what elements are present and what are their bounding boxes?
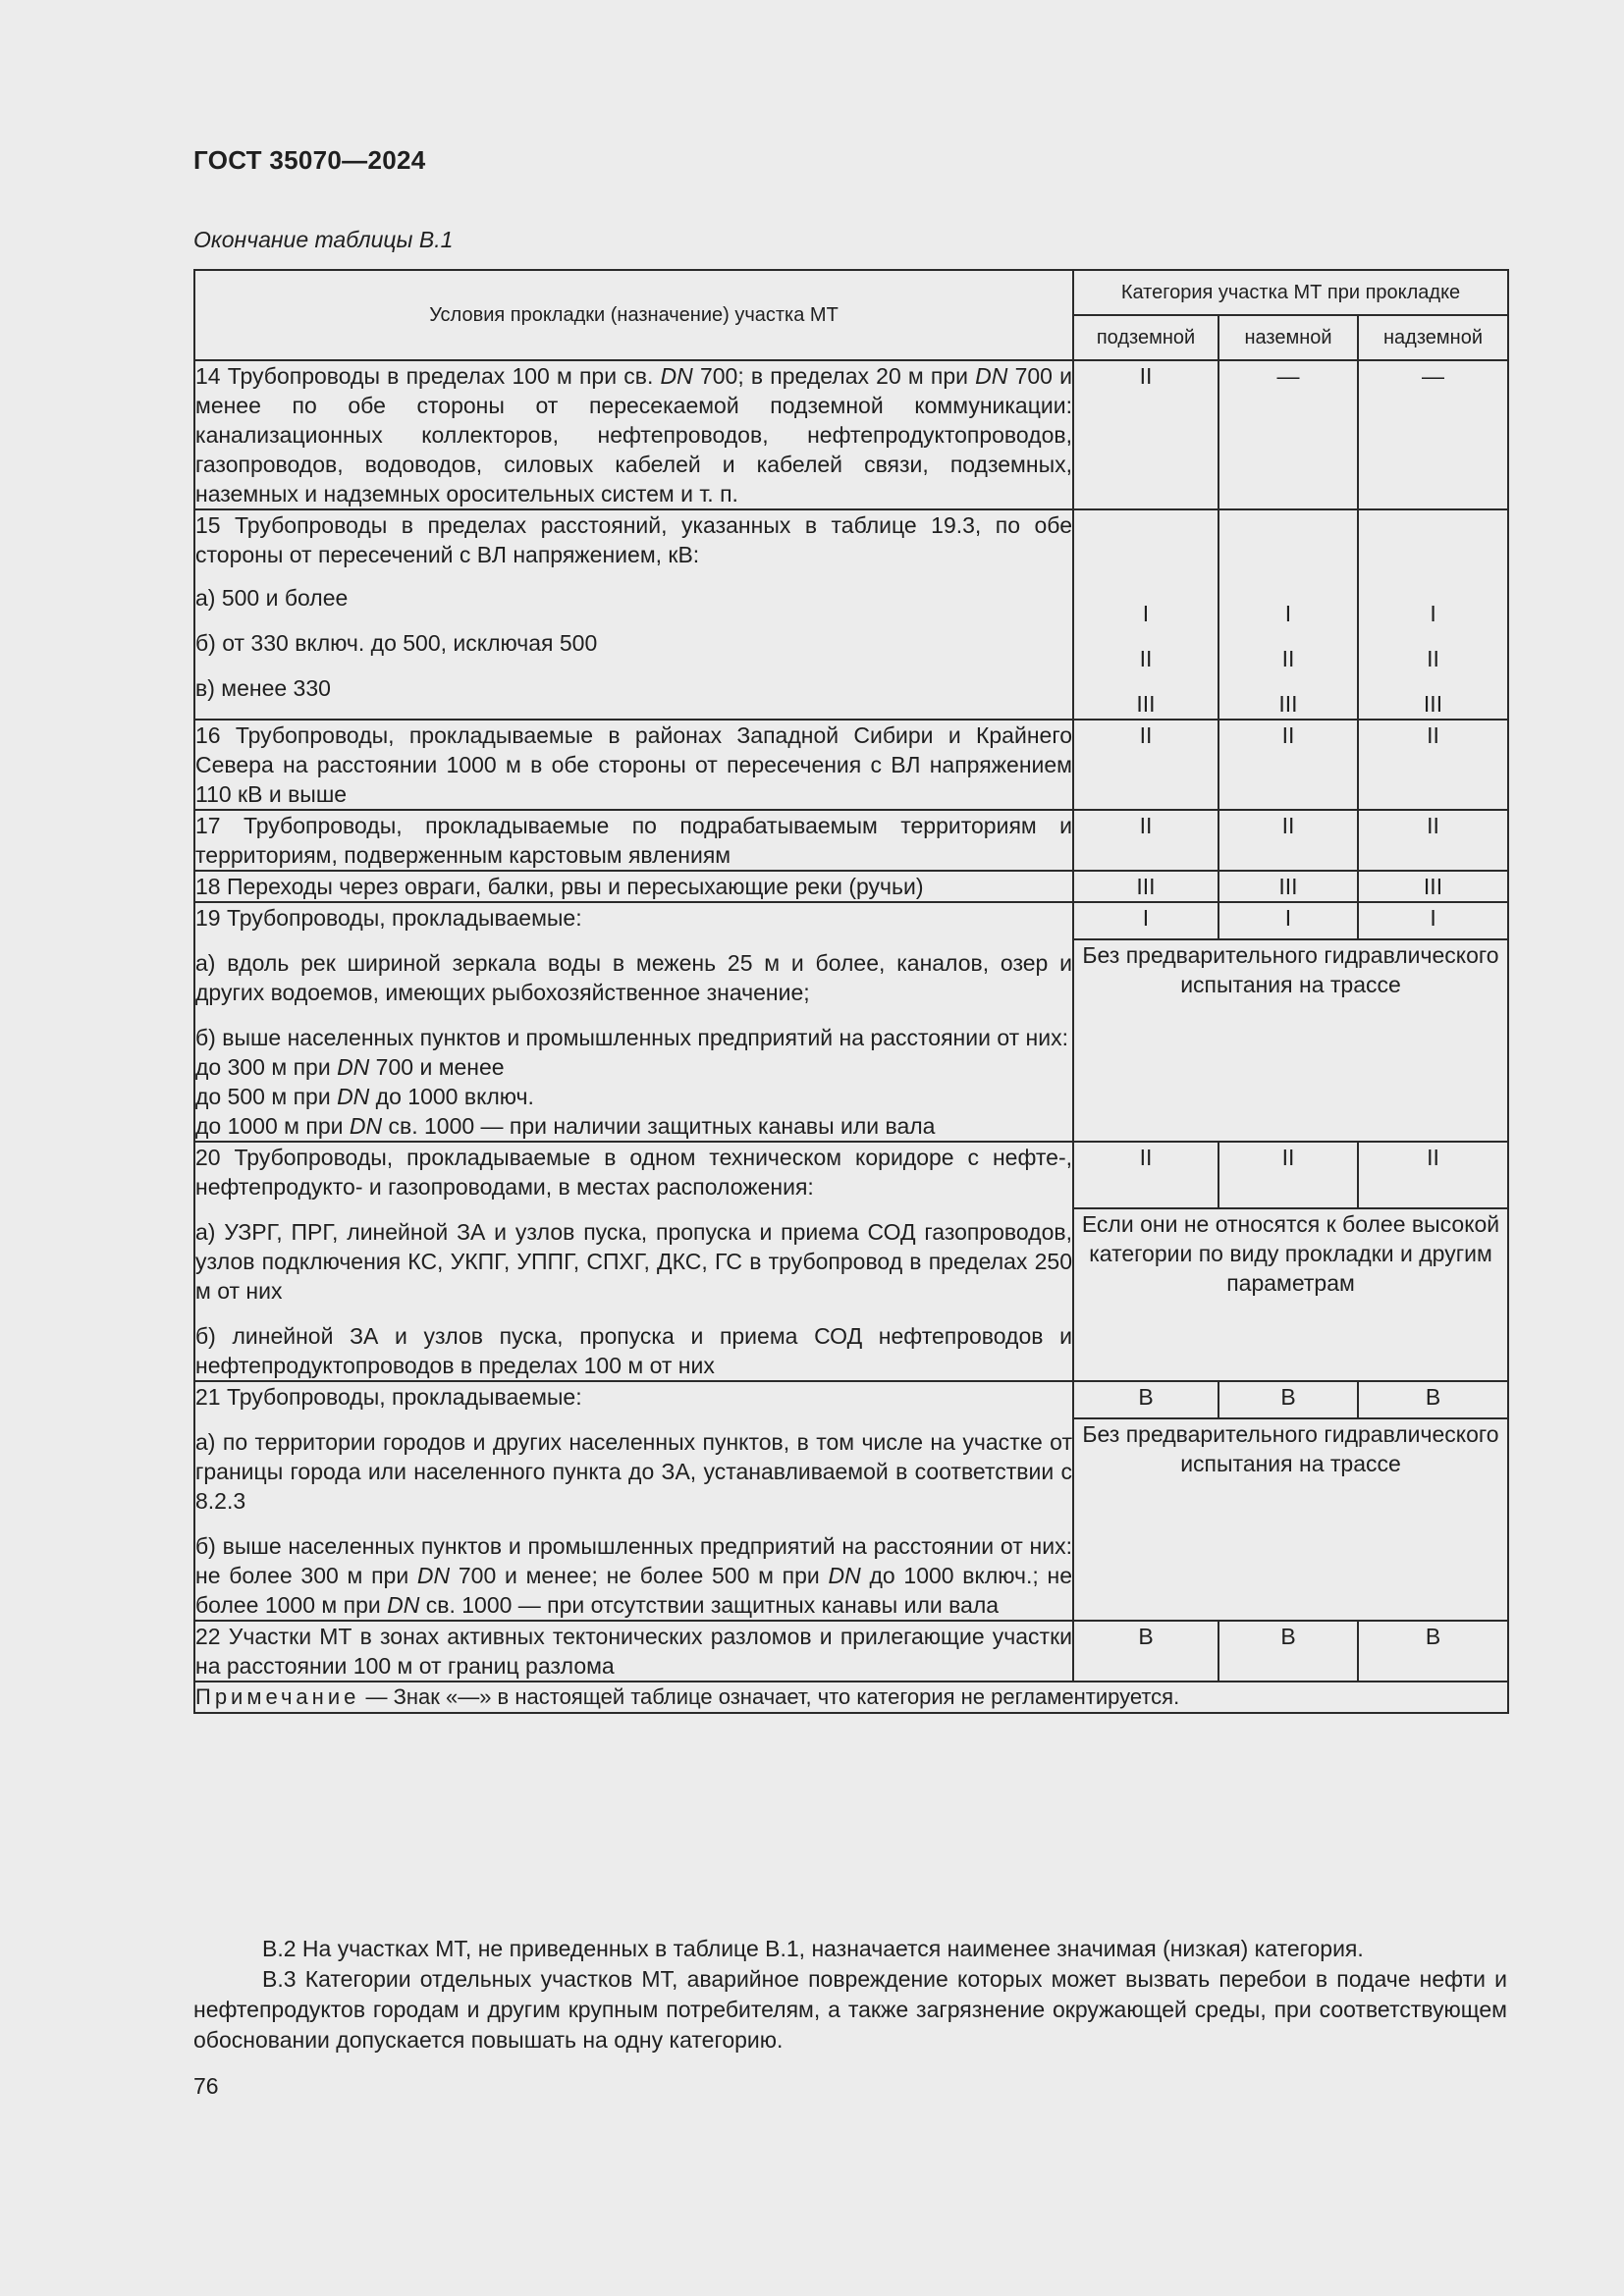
- table-row: [194, 1381, 1508, 1418]
- row-20-ground: II: [1218, 1142, 1358, 1208]
- row-21-underground: В: [1073, 1381, 1218, 1418]
- row-21-above: В: [1358, 1381, 1508, 1418]
- paragraph-b2: В.2 На участках МТ, не приведенных в таблице В.1, назначается наименее значимая (низкая) категория.: [262, 1936, 1364, 1961]
- row-17-ground: II: [1218, 810, 1358, 871]
- row-22-condition: 22 Участки МТ в зонах активных тектонических разломов и прилегающие участки на расстоянии 100 м от границ разлома: [194, 1621, 1073, 1682]
- row-15-underground: I II III: [1073, 509, 1218, 720]
- row-20-span-note: Если они не относятся к более высокой категории по виду прокладки и другим параметрам: [1073, 1208, 1508, 1381]
- table-note-row: [194, 1682, 1508, 1713]
- row-16-above: II: [1358, 720, 1508, 810]
- row-19-underground: I: [1073, 902, 1218, 939]
- row-15-ground: I II III: [1218, 509, 1358, 720]
- table-row: [194, 871, 1508, 902]
- row-16-underground: II: [1073, 720, 1218, 810]
- row-17-underground: II: [1073, 810, 1218, 871]
- row-17-condition: 17 Трубопроводы, прокладываемые по подрабатываемым территориям и территориям, подверженным карстовым явлениям: [194, 810, 1073, 871]
- row-20-underground: II: [1073, 1142, 1218, 1208]
- table-row: [194, 902, 1508, 939]
- row-17-above: II: [1358, 810, 1508, 871]
- row-18-above: III: [1358, 871, 1508, 902]
- note-label: Примечание: [195, 1684, 360, 1709]
- row-19-condition: 19 Трубопроводы, прокладываемые: а) вдоль рек шириной зеркала воды в межень 25 м и более, каналов, озер и других водоемов, имеющих рыбохозяйственное значение; б) выше населенных пунктов и промышленных предприятий на расстоянии от них: до 300 м при DN 700 и менее до 500 м при DN до 1000 включ. до 1000 м при DN св. 1000 — при наличии защитных канавы или вала: [194, 902, 1073, 1142]
- category-table: [193, 269, 1509, 1714]
- page-number: 76: [193, 2073, 219, 2099]
- note-text: — Знак «—» в настоящей таблице означает, что категория не регламентируется.: [359, 1684, 1180, 1709]
- row-14-ground: —: [1218, 360, 1358, 509]
- row-15-above: I II III: [1358, 509, 1508, 720]
- table-caption: Окончание таблицы В.1: [193, 227, 454, 252]
- header-category: Категория участка МТ при прокладке: [1073, 270, 1508, 315]
- row-14-underground: II: [1073, 360, 1218, 509]
- row-22-above: В: [1358, 1621, 1508, 1682]
- row-18-condition: 18 Переходы через овраги, балки, рвы и пересыхающие реки (ручьи): [194, 871, 1073, 902]
- table-row: [194, 1621, 1508, 1682]
- row-16-ground: II: [1218, 720, 1358, 810]
- table-row: [194, 360, 1508, 509]
- header-above: надземной: [1358, 315, 1508, 360]
- row-21-ground: В: [1218, 1381, 1358, 1418]
- document-header: ГОСТ 35070—2024: [193, 145, 426, 175]
- row-19-above: I: [1358, 902, 1508, 939]
- table-row: [194, 1142, 1508, 1208]
- table-row: [194, 810, 1508, 871]
- header-condition: Условия прокладки (назначение) участка МТ: [194, 270, 1073, 360]
- row-15-condition: 15 Трубопроводы в пределах расстояний, указанных в таблице 19.3, по обе стороны от пересечений с ВЛ напряжением, кВ: а) 500 и более б) от 330 включ. до 500, исключая 500 в) менее 330: [194, 509, 1073, 720]
- row-21-condition: 21 Трубопроводы, прокладываемые: а) по территории городов и других населенных пунктов, в том числе на участке от границы города или населенного пункта до ЗА, устанавливаемой в соответствии с 8.2.3 б) выше населенных пунктов и промышленных предприятий на расстоянии от них: не более 300 м при DN 700 и менее; не более 500 м при DN до 1000 включ.; не более 1000 м при DN св. 1000 — при отсутствии защитных канавы или вала: [194, 1381, 1073, 1621]
- table-row: [194, 509, 1508, 720]
- paragraph-b3: В.3 Категории отдельных участков МТ, аварийное повреждение которых может вызвать перебои в подаче нефти и нефтепродуктов городам и другим крупным потребителям, а также загрязнение окружающей среды, при соответствующем обосновании допускается повышать на одну категорию.: [193, 1966, 1507, 2053]
- row-19-ground: I: [1218, 902, 1358, 939]
- row-20-above: II: [1358, 1142, 1508, 1208]
- row-18-ground: III: [1218, 871, 1358, 902]
- row-19-span-note: Без предварительного гидравлического испытания на трассе: [1073, 939, 1508, 1142]
- row-22-underground: В: [1073, 1621, 1218, 1682]
- row-18-underground: III: [1073, 871, 1218, 902]
- header-ground: наземной: [1218, 315, 1358, 360]
- row-21-span-note: Без предварительного гидравлического испытания на трассе: [1073, 1418, 1508, 1621]
- row-16-condition: 16 Трубопроводы, прокладываемые в районах Западной Сибири и Крайнего Севера на расстоянии 1000 м в обе стороны от пересечения с ВЛ напряжением 110 кВ и выше: [194, 720, 1073, 810]
- table-row: [194, 720, 1508, 810]
- header-underground: подземной: [1073, 315, 1218, 360]
- row-20-condition: 20 Трубопроводы, прокладываемые в одном техническом коридоре с нефте-, нефтепродукто- и газопроводами, в местах расположения: а) УЗРГ, ПРГ, линейной ЗА и узлов пуска, пропуска и приема СОД газопроводов, узлов подключения КС, УКПГ, УППГ, СПХГ, ДКС, ГС в трубопровод в пределах 250 м от них б) линейной ЗА и узлов пуска, пропуска и приема СОД нефтепроводов и нефтепродуктопроводов в пределах 100 м от них: [194, 1142, 1073, 1381]
- row-14-condition: 14 Трубопроводы в пределах 100 м при св. DN 700; в пределах 20 м при DN 700 и менее по обе стороны от пересекаемой подземной коммуникации: канализационных коллекторов, нефтепроводов, нефтепродуктопроводов, газопроводов, водоводов, силовых кабелей и кабелей связи, подземных, наземных и надземных оросительных систем и т. п.: [194, 360, 1073, 509]
- row-14-above: —: [1358, 360, 1508, 509]
- table-note: [194, 1682, 1508, 1713]
- row-22-ground: В: [1218, 1621, 1358, 1682]
